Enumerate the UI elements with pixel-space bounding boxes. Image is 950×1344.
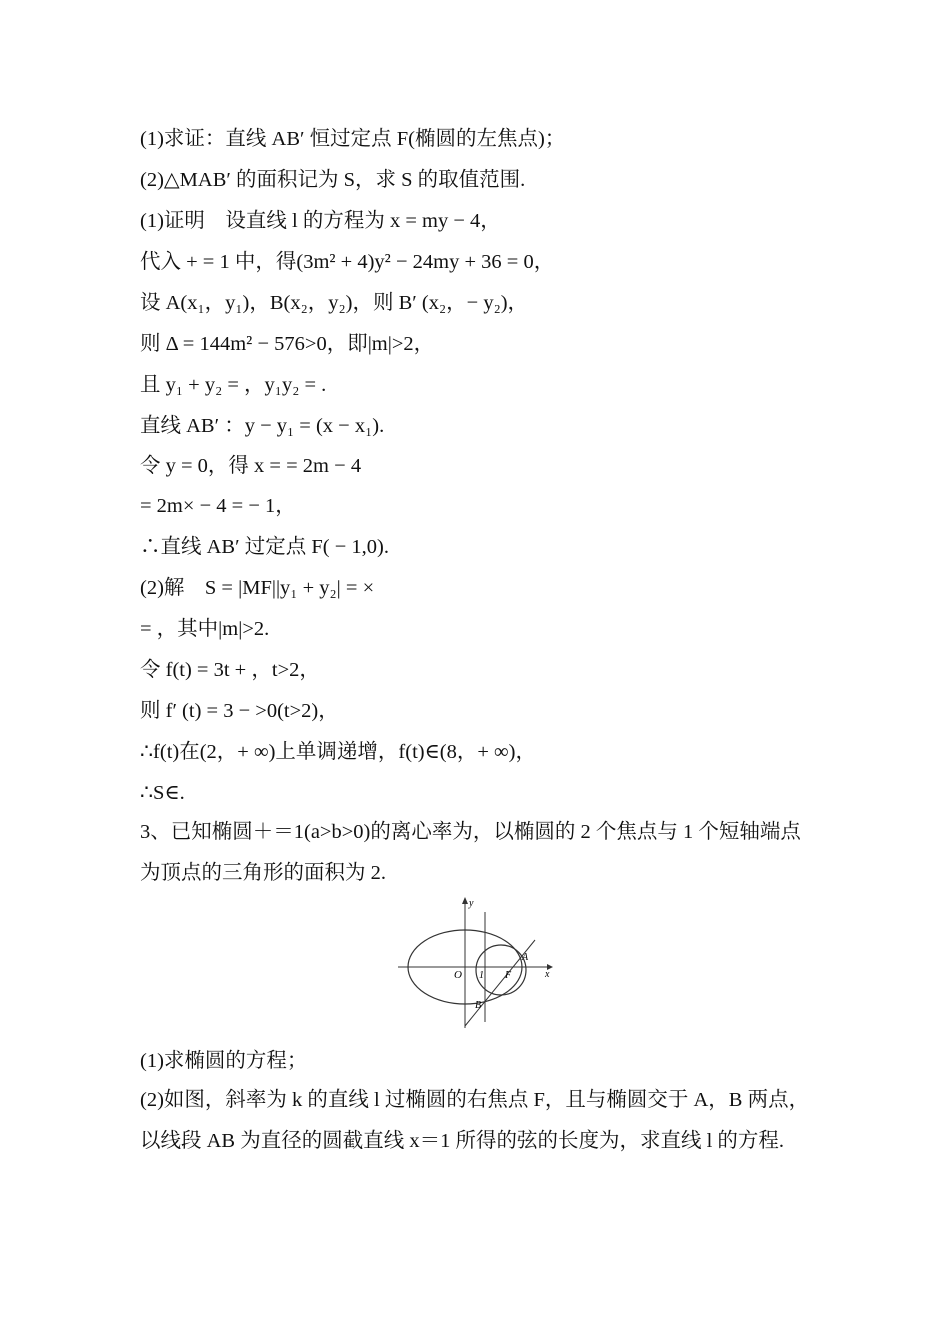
text-line: 且 y₁ + y₂ = ，y₁y₂ = . [140,374,327,396]
text-line: 设 A(x₁，y₁)，B(x₂，y₂)，则 B′ (x₂，− y₂)， [140,292,529,314]
text-line: (1)求证：直线 AB′ 恒过定点 F(椭圆的左焦点)； [140,128,566,150]
text-line: (2)△MAB′ 的面积记为 S，求 S 的取值范围. [140,169,526,191]
text-line: ∴f(t)在(2，+ ∞)上单调递增，f(t)∈(8，+ ∞)， [140,741,536,763]
text-line: ∴直线 AB′ 过定点 F( − 1,0). [140,536,389,558]
origin-label: O [454,969,462,981]
text-line: 代入 + = 1 中，得(3m² + 4)y² − 24my + 36 = 0， [140,251,555,273]
question-1: (1)求椭圆的方程； [140,1050,308,1072]
question-2: (2)如图，斜率为 k 的直线 l 过椭圆的右焦点 F，且与椭圆交于 A，B 两点，以线段 AB 为直径的圆截直线 x＝1 所得的弦的长度为，求直线 l 的方程. [140,1089,810,1152]
text-line: = ，其中|m|>2. [140,618,270,640]
text-line: ∴S∈. [140,782,185,804]
text-line: 直线 AB′ ：y − y₁ = (x − x₁). [140,415,385,437]
ellipse-circle-figure [395,892,560,1030]
y-axis-arrow-icon [462,897,468,904]
y-label: y [469,898,474,909]
B-label: B [475,1000,482,1011]
text-line: 则 Δ = 144m² − 576>0，即|m|>2， [140,333,435,355]
text-line: = 2m× − 4 = − 1， [140,495,296,517]
x-label: x [545,969,550,980]
problem-3-intro: 3、已知椭圆＋＝1(a>b>0)的离心率为，以椭圆的 2 个焦点与 1 个短轴端点为顶点的三角形的面积为 2. [140,821,801,884]
text-line: 令 f(t) = 3t + ，t>2， [140,659,320,681]
text-line: (2)解 S = |MF||y₁ + y₂| = × [140,577,375,599]
text-line: 令 y = 0，得 x = = 2m − 4 [140,455,362,477]
A-label: A [522,952,529,963]
text-line: 则 f′ (t) = 3 − >0(t>2)， [140,700,339,722]
text-line: (1)证明 设直线 l 的方程为 x = my − 4， [140,210,501,232]
ellipse-figure-svg [395,892,560,1030]
F-label: F [505,970,512,981]
one-label: 1 [479,970,484,981]
